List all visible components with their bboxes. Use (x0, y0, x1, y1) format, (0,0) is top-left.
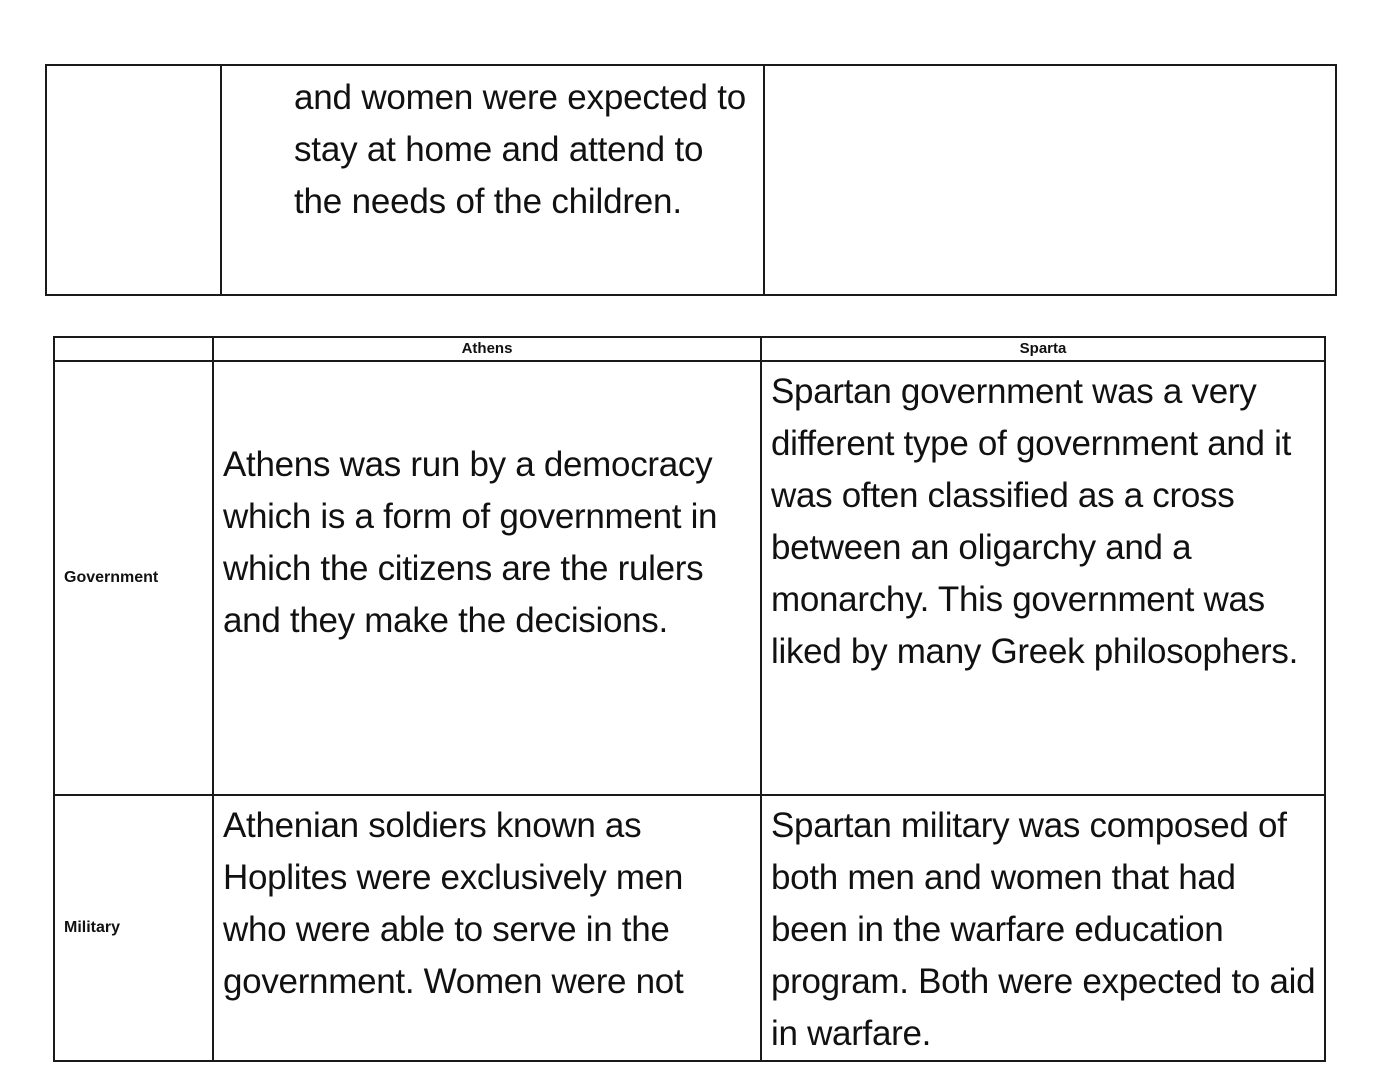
continuation-table (45, 64, 1337, 296)
table-row-government (54, 361, 1325, 795)
sparta-cell (764, 65, 1336, 295)
athens-sparta-comparison-table (53, 336, 1326, 1062)
header-row (54, 337, 1325, 361)
row-label-government: Government (54, 361, 213, 795)
corner-header (54, 337, 213, 361)
sparta-header: Sparta (761, 337, 1325, 361)
row-label-military: Military (54, 795, 213, 1061)
row-label-cell (46, 65, 221, 295)
athens-government-cell: Athens was run by a democracy which is a form of government in which the citizens are the rulers and they make the decisions. (213, 361, 761, 795)
athens-military-cell: Athenian soldiers known as Hoplites were exclusively men who were able to serve in the government. Women were not (213, 795, 761, 1061)
sparta-government-cell: Spartan government was a very different type of government and it was often classified as a cross between an oligarchy and a monarchy. This government was liked by many Greek philosophers. (761, 361, 1325, 795)
table-row-military (54, 795, 1325, 1061)
athens-cell: and women were expected to stay at home and attend to the needs of the children. (221, 65, 764, 295)
athens-header: Athens (213, 337, 761, 361)
sparta-military-cell: Spartan military was composed of both men and women that had been in the warfare education program. Both were expected to aid in warfare. (761, 795, 1325, 1061)
table-row (46, 65, 1336, 295)
